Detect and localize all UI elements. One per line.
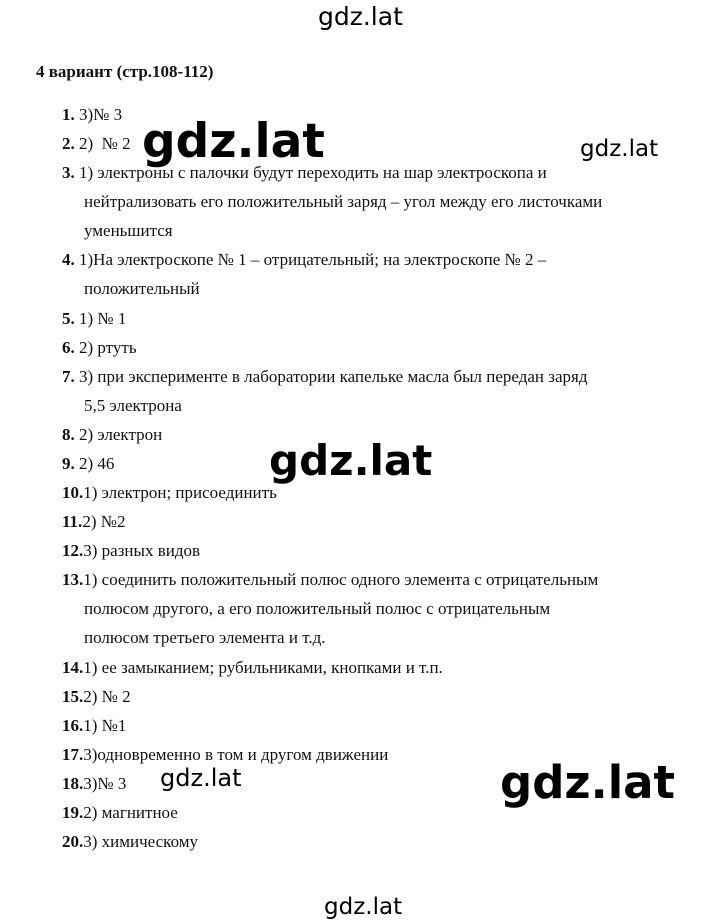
watermark-large: gdz.lat (142, 114, 325, 169)
answer-text: 1) № 1 (79, 309, 127, 328)
answer-text-continued: нейтрализовать его положительный заряд – угол между его листочками (84, 192, 603, 211)
answer-item (62, 536, 702, 565)
answer-text: 3)одновременно в том и другом движении (83, 745, 389, 764)
answer-text: 1) ее замыканием; рубильниками, кнопками и т.п. (83, 658, 443, 677)
answer-text: 1) №1 (83, 716, 127, 735)
answer-number: 5. (62, 309, 75, 328)
answer-item (62, 682, 702, 711)
answer-text: 2) 46 (79, 454, 115, 473)
answer-text: 2) ртуть (79, 338, 137, 357)
answer-number: 11. (62, 512, 83, 531)
answer-item (62, 827, 702, 856)
watermark-small: gdz.lat (580, 136, 659, 162)
answer-item (62, 565, 702, 652)
answer-text: 3) разных видов (83, 541, 200, 560)
answer-text-continued: 5,5 электрона (84, 396, 182, 415)
answer-item (62, 362, 702, 420)
page-title: 4 вариант (стр.108-112) (36, 62, 214, 81)
answer-text-continued: полюсом другого, а его положительный полюс с отрицательным (84, 599, 551, 618)
watermark-bottom: gdz.lat (324, 894, 403, 920)
answer-number: 7. (62, 367, 75, 386)
answer-text: 3)№ 3 (83, 774, 127, 793)
answer-item (62, 304, 702, 333)
answer-text: 2) №2 (82, 512, 126, 531)
watermark-large: gdz.lat (269, 436, 433, 485)
answer-number: 16. (62, 716, 84, 735)
answer-number: 17. (62, 745, 84, 764)
answer-item (62, 507, 702, 536)
answer-number: 20. (62, 832, 84, 851)
answer-number: 12. (62, 541, 84, 560)
answer-number: 3. (62, 163, 75, 182)
answer-text: 2) электрон (79, 425, 163, 444)
answer-item (62, 711, 702, 740)
answer-item (62, 245, 702, 303)
watermark-large: gdz.lat (500, 756, 676, 809)
watermark-small: gdz.lat (160, 764, 242, 792)
answer-text: 3) при эксперименте в лаборатории капельке масла был передан заряд (79, 367, 588, 386)
answer-text-continued: полюсом третьего элемента и т.д. (84, 628, 326, 647)
answer-number: 13. (62, 570, 84, 589)
answer-item (62, 333, 702, 362)
answer-text: 2) магнитное (83, 803, 178, 822)
answer-text: 1)На электроскопе № 1 – отрицательный; на электроскопе № 2 – (79, 250, 547, 269)
answer-text: 2) № 2 (79, 134, 131, 153)
answer-item (62, 653, 702, 682)
answer-text: 3) химическому (83, 832, 199, 851)
answer-number: 15. (62, 687, 84, 706)
answer-number: 14. (62, 658, 84, 677)
answer-text: 3)№ 3 (79, 105, 123, 124)
answer-number: 18. (62, 774, 84, 793)
answer-text: 2) № 2 (83, 687, 131, 706)
answer-number: 8. (62, 425, 75, 444)
watermark-top: gdz.lat (318, 2, 403, 31)
answer-text: 1) электроны с палочки будут переходить на шар электроскопа и (79, 163, 547, 182)
answer-text-continued: уменьшится (84, 221, 173, 240)
answer-number: 4. (62, 250, 75, 269)
answer-text-continued: положительный (84, 279, 200, 298)
answer-number: 9. (62, 454, 75, 473)
answer-number: 1. (62, 105, 75, 124)
answer-number: 2. (62, 134, 75, 153)
answer-number: 19. (62, 803, 84, 822)
answer-text: 1) соединить положительный полюс одного элемента с отрицательным (83, 570, 599, 589)
answer-number: 6. (62, 338, 75, 357)
answer-item (62, 158, 702, 245)
answer-number: 10. (62, 483, 84, 502)
answer-text: 1) электрон; присоединить (83, 483, 277, 502)
